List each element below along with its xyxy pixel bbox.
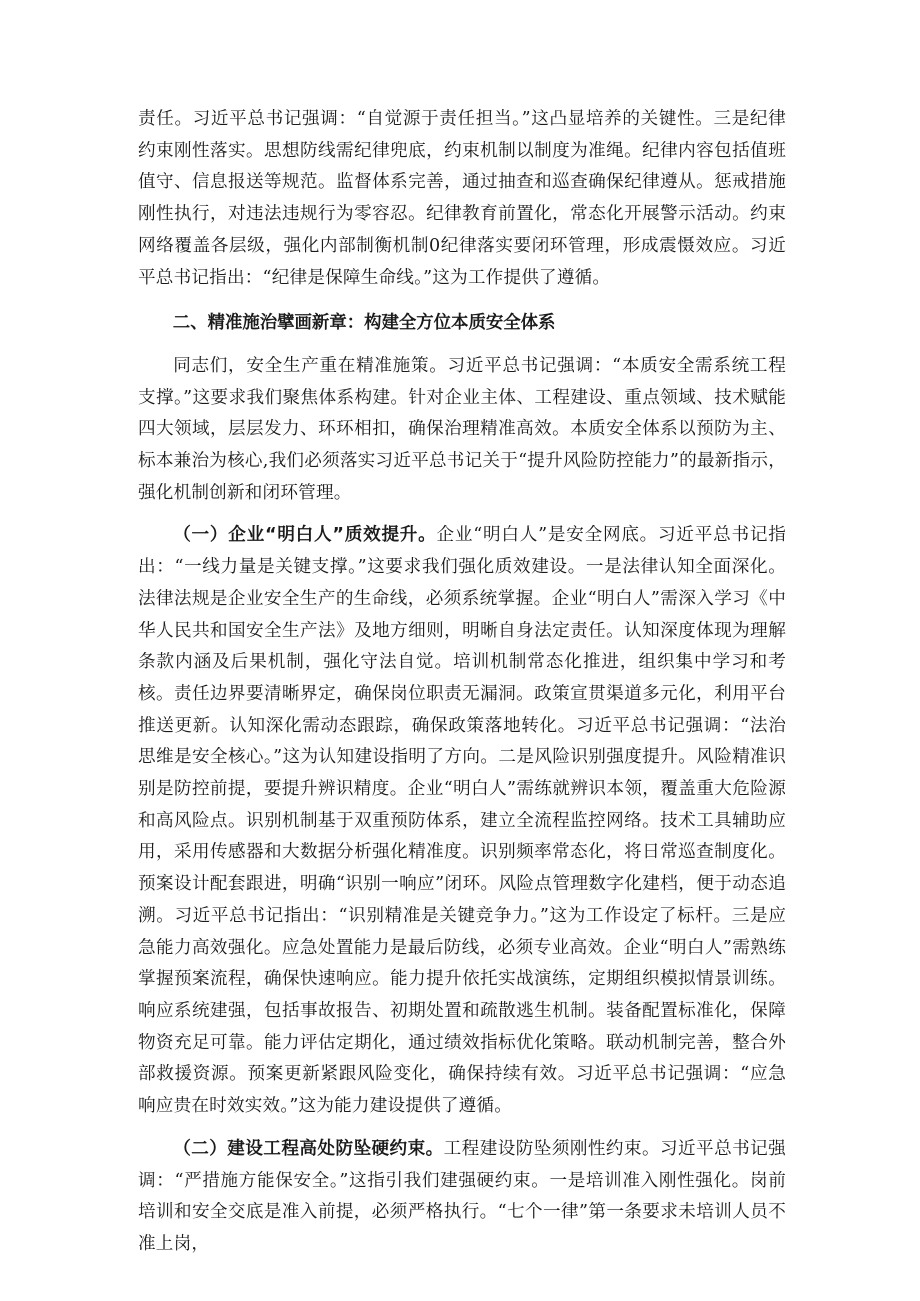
subsection-1-heading: （一）企业“明白人”质效提升。 [173, 525, 437, 546]
paragraph-intro-2: 同志们，安全生产重在精准施策。习近平总书记强调：“本质安全需系统工程支撑。”这要求我们聚焦体系构建。针对企业主体、工程建设、重点领域、技术赋能四大领域，层层发力、环环相扣，确保治理精准高效。本质安全体系以预防为主、标本兼治为核心,我们必须落实习近平总书记关于“提升风险防控能力”的最新指示，强化机制创新和闭环管理。 [138, 355, 786, 503]
subsection-2-heading: （二）建设工程高处防坠硬约束。 [173, 1138, 444, 1159]
paragraph-subsection-2 [138, 1134, 786, 1261]
subsection-1-body: 企业“明白人”是安全网底。习近平总书记指出：“一线力量是关键支撑。”这要求我们强化质效建设。一是法律认知全面深化。法律法规是企业安全生产的生命线，必须系统掌握。企业“明白人”需深入学习《中华人民共和国安全生产法》及地方细则，明晰自身法定责任。认知深度体现为理解条款内涵及后果机制，强化守法自觉。培训机制常态化推进，组织集中学习和考核。责任边界要清晰界定，确保岗位职责无漏洞。政策宣贯渠道多元化，利用平台推送更新。认知深化需动态跟踪，确保政策落地转化。习近平总书记强调：“法治思维是安全核心。”这为认知建设指明了方向。二是风险识别强度提升。风险精准识别是防控前提，要提升辨识精度。企业“明白人”需练就辨识本领，覆盖重大危险源和高风险点。识别机制基于双重预防体系，建立全流程监控网络。技术工具辅助应用，采用传感器和大数据分析强化精准度。识别频率常态化，将日常巡查制度化。预案设计配套跟进，明确“识别一响应”闭环。风险点管理数字化建档，便于动态追溯。习近平总书记指出：“识别精准是关键竞争力。”这为工作设定了标杆。三是应急能力高效强化。应急处置能力是最后防线，必须专业高效。企业“明白人”需熟练掌握预案流程，确保快速响应。能力提升依托实战演练，定期组织模拟情景训练。响应系统建强，包括事故报告、初期处置和疏散逃生机制。装备配置标准化，保障物资充足可靠。能力评估定期化，通过绩效指标优化策略。联动机制完善，整合外部救援资源。预案更新紧跟风险变化，确保持续有效。习近平总书记强调：“应急响应贵在时效实效。”这为能力建设提供了遵循。 [138, 525, 786, 1117]
paragraph-discipline: 责任。习近平总书记强调：“自觉源于责任担当。”这凸显培养的关键性。三是纪律约束刚性落实。思想防线需纪律兜底，约束机制以制度为准绳。纪律内容包括值班值守、信息报送等规范。监督体系完善，通过抽查和巡查确保纪律遵从。惩戒措施刚性执行，对违法违规行为零容忍。纪律教育前置化，常态化开展警示活动。约束网络覆盖各层级，强化内部制衡机制0纪律落实要闭环管理，形成震慑效应。习近平总书记指出：“纪律是保障生命线。”这为工作提供了遵循。 [138, 109, 786, 288]
document-page [138, 104, 786, 1261]
section-heading-2: 二、精准施治擘画新章：构建全方位本质安全体系 [172, 313, 556, 334]
subsection-2-body: 工程建设防坠须刚性约束。习近平总书记强调：“严措施方能保安全。”这指引我们建强硬约束。一是培训准入刚性强化。岗前培训和安全交底是准入前提，必须严格执行。“七个一律”第一条要求未培训人员不准上岗， [138, 1138, 786, 1254]
paragraph-subsection-1 [138, 520, 786, 1122]
